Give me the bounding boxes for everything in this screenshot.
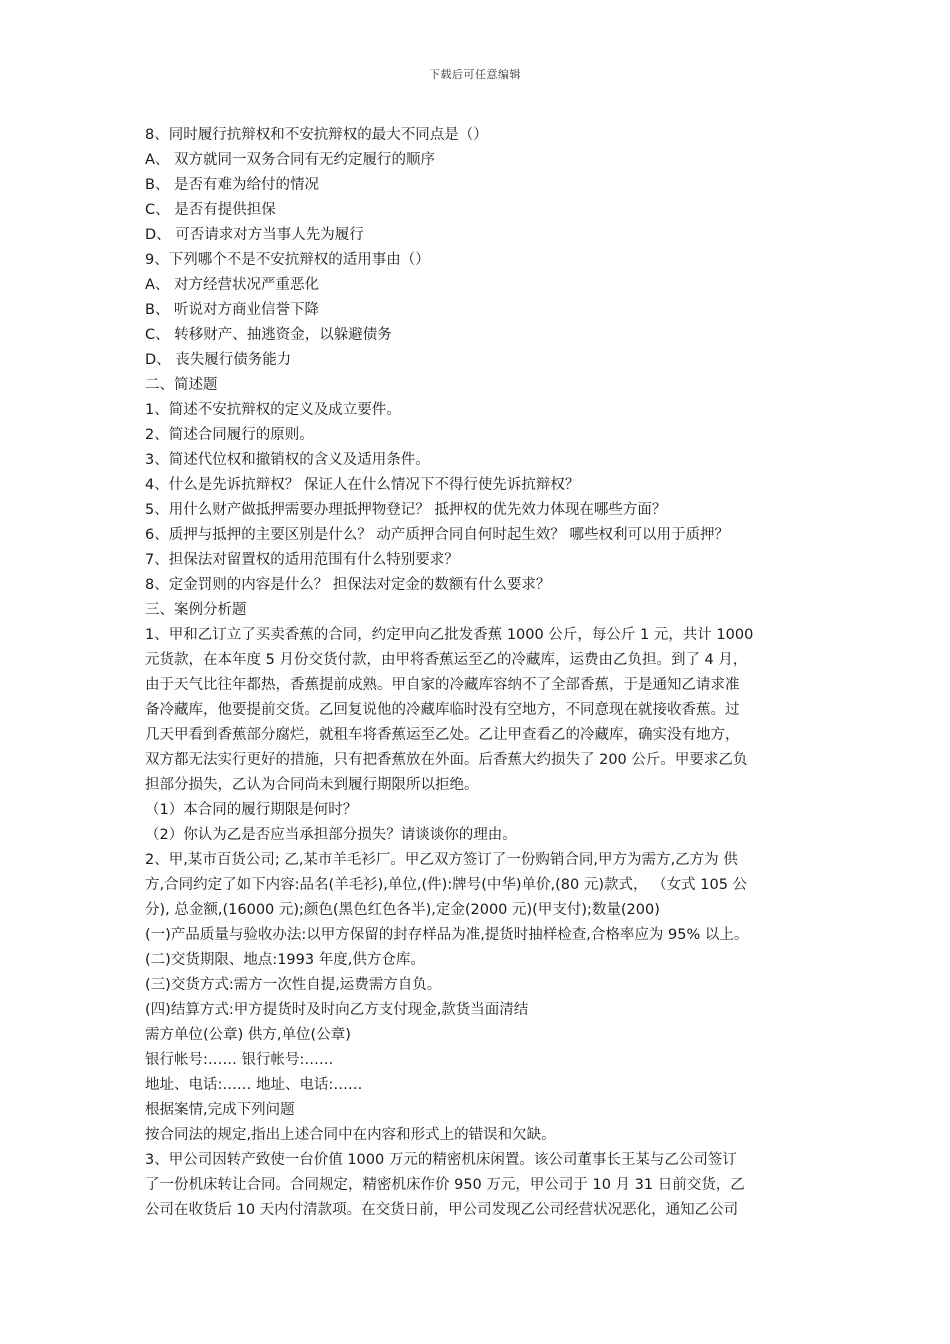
- case-text-line: 3、甲公司因转产致使一台价值 1000 万元的精密机床闲置。该公司董事长王某与乙公司签订: [145, 1152, 737, 1168]
- page-header: 下载后可任意编辑: [429, 68, 521, 81]
- contract-signature-line: 需方单位(公章) 供方,单位(公章): [145, 1027, 351, 1043]
- case-text-line: 2、甲,某市百货公司; 乙,某市羊毛衫厂。甲乙双方签订了一份购销合同,甲方为需方,乙方为 供: [145, 852, 738, 868]
- case-question-line: （1）本合同的履行期限是何时？: [145, 802, 358, 818]
- option-line: D、 丧失履行债务能力: [145, 352, 292, 368]
- question-line: 8、定金罚则的内容是什么？ 担保法对定金的数额有什么要求？: [145, 577, 551, 593]
- question-line: 6、质押与抵押的主要区别是什么？ 动产质押合同自何时起生效？ 哪些权利可以用于质押？: [145, 527, 729, 543]
- question-line: 4、什么是先诉抗辩权？ 保证人在什么情况下不得行使先诉抗辩权？: [145, 477, 580, 493]
- case-question-line: （2）你认为乙是否应当承担部分损失？请谈谈你的理由。: [145, 827, 517, 843]
- question-line: 3、简述代位权和撤销权的含义及适用条件。: [145, 452, 430, 468]
- document-body: [145, 123, 810, 1223]
- question-line: 5、用什么财产做抵押需要办理抵押物登记？ 抵押权的优先效力体现在哪些方面？: [145, 502, 667, 518]
- contract-signature-line: 地址、电话:…… 地址、电话:……: [145, 1077, 363, 1093]
- option-line: B、 是否有难为给付的情况: [145, 177, 320, 193]
- instruction-line: 按合同法的规定,指出上述合同中在内容和形式上的错误和欠缺。: [145, 1127, 556, 1143]
- contract-clause-line: (一)产品质量与验收办法:以甲方保留的封存样品为准,提货时抽样检查,合格率应为 95% 以上。: [145, 927, 749, 943]
- case-text-line: 分), 总金额,(16000 元);颜色(黑色红色各半),定金(2000 元)(甲支付);数量(200): [145, 902, 660, 918]
- case-text-line: 1、甲和乙订立了买卖香蕉的合同，约定甲向乙批发香蕉 1000 公斤，每公斤 1 元，共计 1000: [145, 627, 754, 643]
- question-line: 8、同时履行抗辩权和不安抗辩权的最大不同点是（）: [145, 127, 488, 143]
- contract-clause-line: (二)交货期限、地点:1993 年度,供方仓库。: [145, 952, 425, 968]
- option-line: B、 听说对方商业信誉下降: [145, 302, 320, 318]
- contract-clause-line: (四)结算方式:甲方提货时及时向乙方支付现金,款货当面清结: [145, 1002, 529, 1018]
- section-heading: 三、案例分析题: [145, 602, 247, 618]
- case-text-line: 几天甲看到香蕉部分腐烂，就租车将香蕉运至乙处。乙让甲查看乙的冷藏库，确实没有地方，: [145, 727, 740, 743]
- case-text-line: 担部分损失，乙认为合同尚未到履行期限所以拒绝。: [145, 777, 479, 793]
- question-line: 7、担保法对留置权的适用范围有什么特别要求？: [145, 552, 459, 568]
- option-line: C、 是否有提供担保: [145, 202, 276, 218]
- instruction-line: 根据案情,完成下列问题: [145, 1102, 295, 1118]
- question-line: 2、简述合同履行的原则。: [145, 427, 314, 443]
- section-heading: 二、简述题: [145, 377, 218, 393]
- contract-clause-line: (三)交货方式:需方一次性自提,运费需方自负。: [145, 977, 442, 993]
- option-line: D、 可否请求对方当事人先为履行: [145, 227, 364, 243]
- case-text-line: 了一份机床转让合同。合同规定，精密机床作价 950 万元，甲公司于 10 月 31 日前交货，乙: [145, 1177, 745, 1193]
- option-line: A、 双方就同一双务合同有无约定履行的顺序: [145, 152, 436, 168]
- case-text-line: 备冷藏库，他要提前交货。乙回复说他的冷藏库临时没有空地方，不同意现在就接收香蕉。过: [145, 702, 740, 718]
- option-line: A、 对方经营状况严重恶化: [145, 277, 320, 293]
- contract-signature-line: 银行帐号:…… 银行帐号:……: [145, 1052, 334, 1068]
- question-line: 1、简述不安抗辩权的定义及成立要件。: [145, 402, 401, 418]
- option-line: C、 转移财产、抽逃资金，以躲避债务: [145, 327, 392, 343]
- case-text-line: 元货款，在本年度 5 月份交货付款，由甲将香蕉运至乙的冷藏库，运费由乙负担。到了 4 月，: [145, 652, 748, 668]
- case-text-line: 公司在收货后 10 天内付清款项。在交货日前，甲公司发现乙公司经营状况恶化，通知乙公司: [145, 1202, 739, 1218]
- question-line: 9、下列哪个不是不安抗辩权的适用事由（）: [145, 252, 430, 268]
- case-text-line: 由于天气比往年都热，香蕉提前成熟。甲自家的冷藏库容纳不了全部香蕉，于是通知乙请求准: [145, 677, 740, 693]
- case-text-line: 双方都无法实行更好的措施，只有把香蕉放在外面。后香蕉大约损失了 200 公斤。甲要求乙负: [145, 752, 748, 768]
- case-text-line: 方,合同约定了如下内容:品名(羊毛衫),单位,(件):牌号(中华)单价,(80 元)款式， （女式 105 公: [145, 877, 748, 893]
